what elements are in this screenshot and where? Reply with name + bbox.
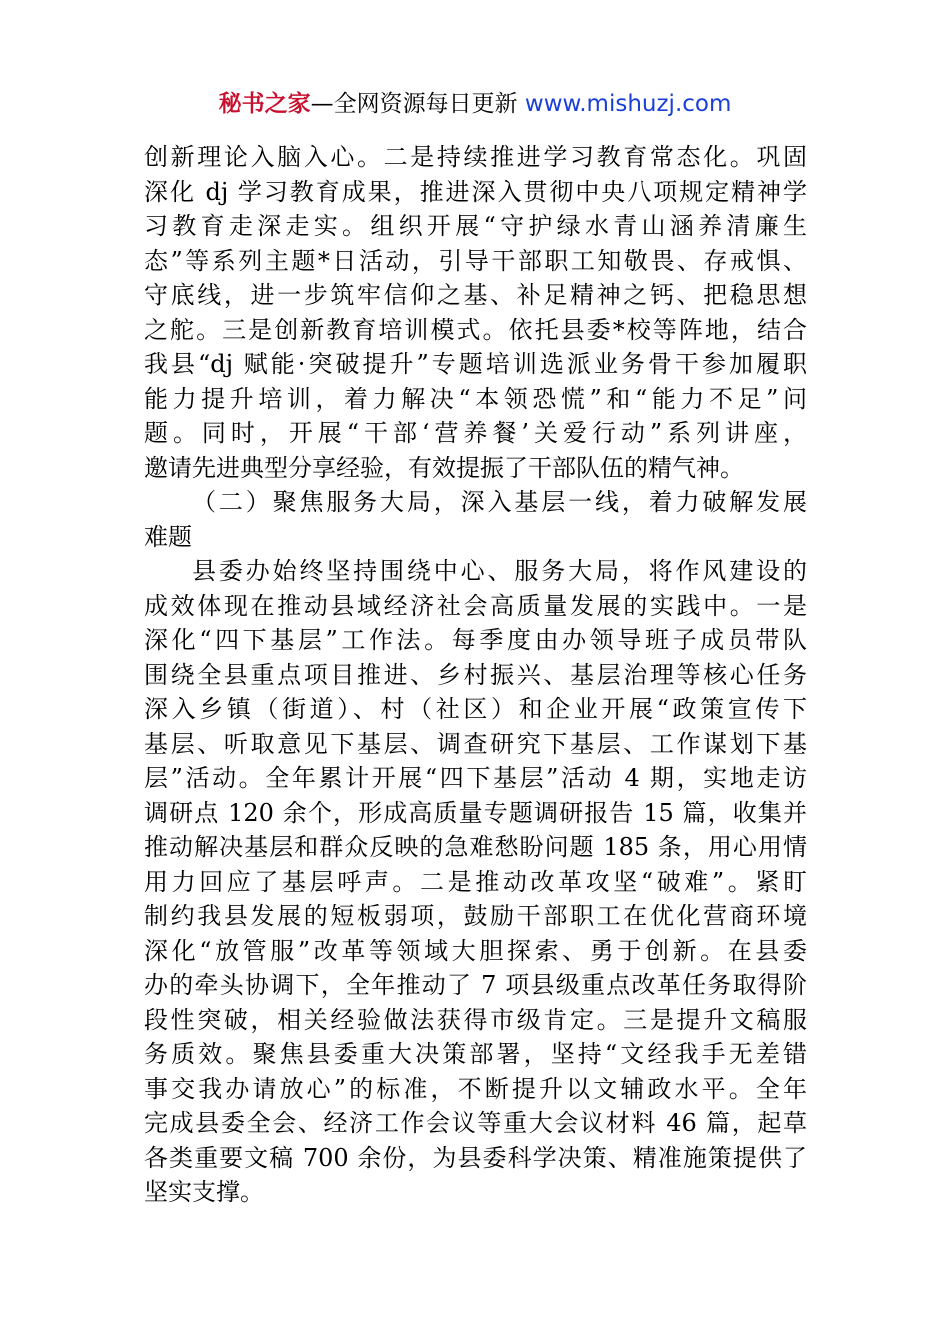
text-line: 段性突破，相关经验做法获得市级肯定。三是提升文稿服 — [144, 1005, 807, 1034]
text-line: 县委办始终坚持围绕中心、服务大局，将作风建设的 — [192, 557, 807, 585]
section-heading: （二）聚焦服务大局，深入基层一线，着力破解发展 — [192, 488, 807, 516]
text-line: 深化 dj 学习教育成果，推进深入贯彻中央八项规定精神学 — [144, 177, 807, 206]
text-line: 坚实支撑。 — [144, 1178, 264, 1206]
text-line: 守底线，进一步筑牢信仰之基、补足精神之钙、把稳思想 — [144, 281, 807, 309]
site-url-link[interactable]: www.mishuzj.com — [524, 91, 732, 117]
document-body — [144, 140, 807, 1210]
text-line: 成效体现在推动县域经济社会高质量发展的实践中。一是 — [144, 591, 807, 620]
site-tagline: —全网资源每日更新 — [310, 91, 525, 117]
text-line: 调研点 120 余个，形成高质量专题调研报告 15 篇，收集并 — [144, 798, 807, 827]
text-line: 事交我办请放心”的标准，不断提升以文辅政水平。全年 — [144, 1074, 807, 1103]
text-line: 之舵。三是创新教育培训模式。依托县委*校等阵地，结合 — [144, 315, 807, 344]
text-line: 完成县委全会、经济工作会议等重大会议材料 46 篇，起草 — [144, 1109, 807, 1137]
text-line: 创新理论入脑入心。二是持续推进学习教育常态化。巩固 — [144, 143, 807, 171]
text-line: 推动解决基层和群众反映的急难愁盼问题 185 条，用心用情 — [144, 833, 807, 861]
text-line: 深化“四下基层”工作法。每季度由办领导班子成员带队 — [144, 626, 807, 654]
text-line: 习教育走深走实。组织开展“守护绿水青山涵养清廉生 — [144, 212, 807, 240]
text-line: 邀请先进典型分享经验，有效提振了干部队伍的精气神。 — [144, 453, 744, 482]
text-line: 我县“dj 赋能·突破提升”专题培训选派业务骨干参加履职 — [144, 350, 807, 378]
text-line: 制约我县发展的短板弱项，鼓励干部职工在优化营商环境 — [144, 902, 807, 930]
site-header — [0, 88, 950, 120]
text-line: 用力回应了基层呼声。二是推动改革攻坚“破难”。紧盯 — [144, 867, 807, 896]
text-line: 基层、听取意见下基层、调查研究下基层、工作谋划下基 — [144, 729, 807, 758]
text-line: 层”活动。全年累计开展“四下基层”活动 4 期，实地走访 — [144, 764, 807, 792]
text-line: 题。同时，开展“干部‘营养餐’关爱行动”系列讲座， — [144, 419, 807, 447]
text-line: 务质效。聚焦县委重大决策部署，坚持“文经我手无差错 — [144, 1040, 807, 1068]
text-line: 能力提升培训，着力解决“本领恐慌”和“能力不足”问 — [144, 384, 807, 413]
text-line: 办的牵头协调下，全年推动了 7 项县级重点改革任务取得阶 — [144, 971, 807, 999]
text-line: 各类重要文稿 700 余份，为县委科学决策、精准施策提供了 — [144, 1143, 807, 1172]
text-line: 深入乡镇（街道）、村（社区）和企业开展“政策宣传下 — [144, 695, 807, 723]
text-line: 深化“放管服”改革等领域大胆探索、勇于创新。在县委 — [144, 936, 807, 965]
site-brand: 秘书之家 — [218, 91, 311, 117]
section-heading-cont: 难题 — [144, 522, 192, 551]
text-line: 围绕全县重点项目推进、乡村振兴、基层治理等核心任务 — [144, 660, 807, 689]
text-line: 态”等系列主题*日活动，引导干部职工知敬畏、存戒惧、 — [144, 246, 807, 275]
